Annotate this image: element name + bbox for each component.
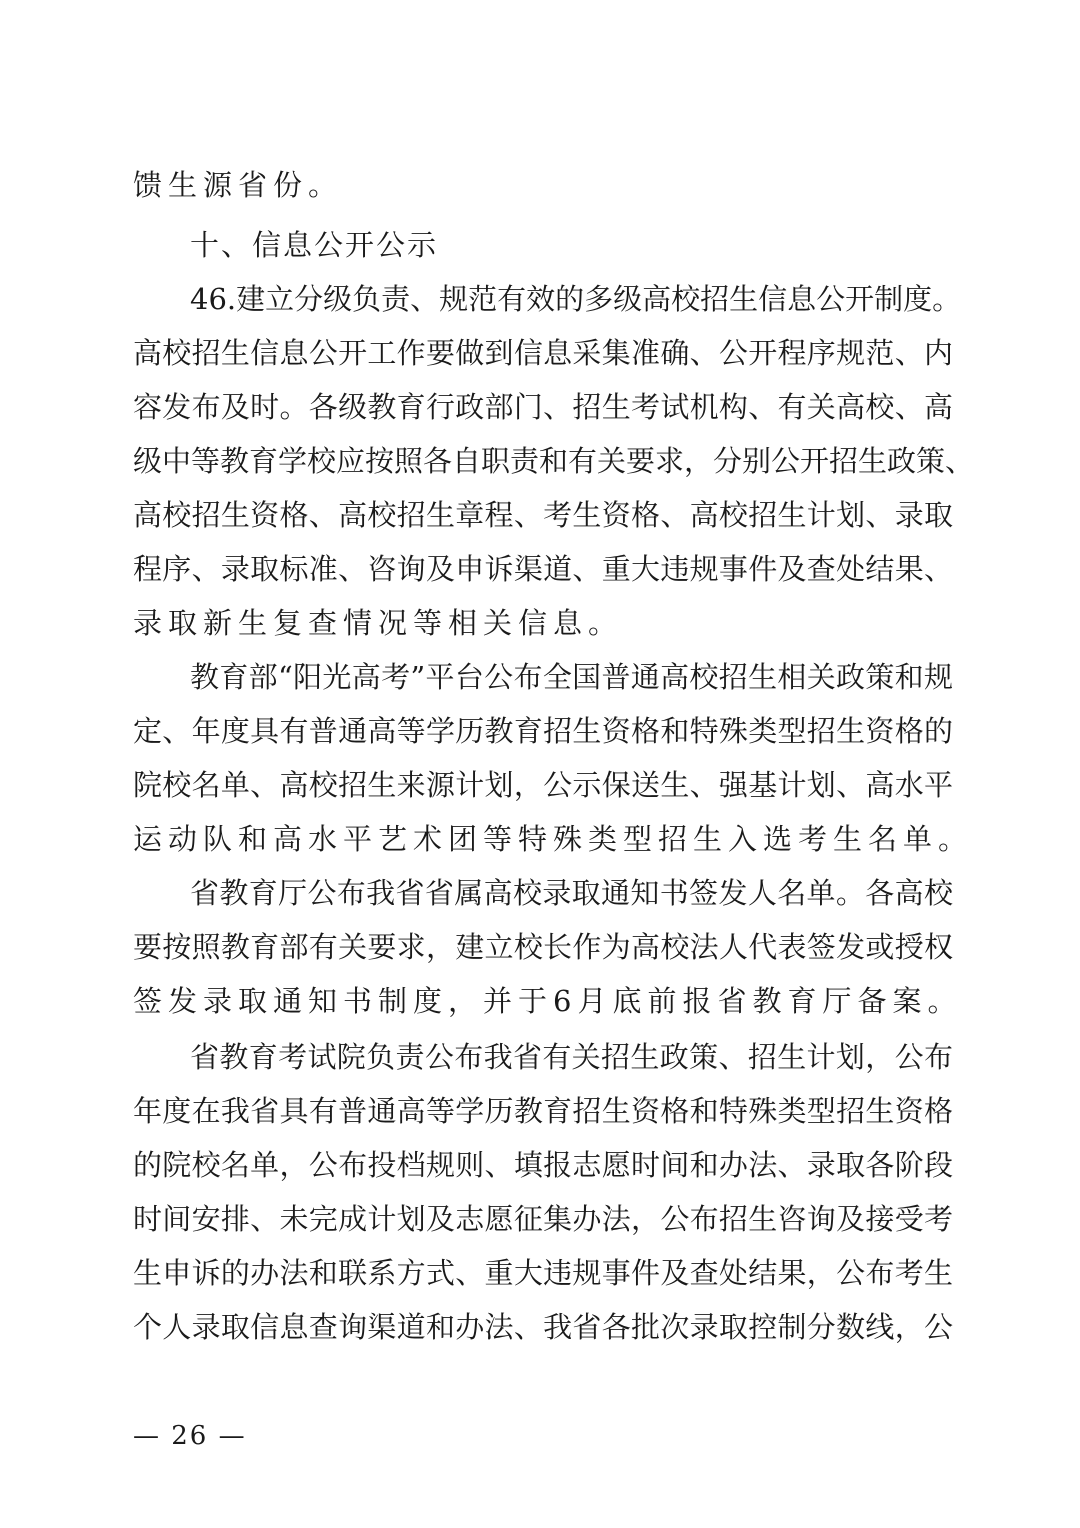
paragraph-46-line: 高校招生资格、高校招生章程、考生资格、高校招生计划、录取 [133,498,953,532]
paragraph-46-line: 程序、录取标准、咨询及申诉渠道、重大违规事件及查处结果、 [133,552,953,586]
paragraph-exam-institute-line: 个人录取信息查询渠道和办法、我省各批次录取控制分数线，公 [133,1310,953,1344]
paragraph-province-line: 要按照教育部有关要求，建立校长作为高校法人代表签发或授权 [133,930,953,964]
page-number: — 26 — [133,1421,247,1451]
paragraph-46-line: 录取新生复查情况等相关信息。 [133,606,624,640]
paragraph-exam-institute-line: 生申诉的办法和联系方式、重大违规事件及查处结果，公布考生 [133,1256,953,1290]
paragraph-46-line: 46.建立分级负责、规范有效的多级高校招生信息公开制度。 [190,282,962,316]
paragraph-46-line: 级中等教育学校应按照各自职责和有关要求，分别公开招生政策、 [133,444,975,478]
paragraph-province-line: 省教育厅公布我省省属高校录取通知书签发人名单。各高校 [190,876,953,910]
paragraph-continued-line: 馈生源省份。 [133,168,344,202]
section-heading: 十、信息公开公示 [190,228,439,262]
paragraph-ministry-line: 运动队和高水平艺术团等特殊类型招生入选考生名单。 [133,822,974,856]
paragraph-ministry-line: 定、年度具有普通高等学历教育招生资格和特殊类型招生资格的 [133,714,953,748]
paragraph-ministry-line: 教育部“阳光高考”平台公布全国普通高校招生相关政策和规 [190,660,953,694]
paragraph-exam-institute-line: 省教育考试院负责公布我省有关招生政策、招生计划，公布 [190,1040,953,1074]
paragraph-46-line: 高校招生信息公开工作要做到信息采集准确、公开程序规范、内 [133,336,953,370]
paragraph-exam-institute-line: 年度在我省具有普通高等学历教育招生资格和特殊类型招生资格 [133,1094,953,1128]
paragraph-46-line: 容发布及时。各级教育行政部门、招生考试机构、有关高校、高 [133,390,953,424]
paragraph-province-line: 签发录取通知书制度，并于6月底前报省教育厅备案。 [133,984,963,1018]
paragraph-ministry-line: 院校名单、高校招生来源计划，公示保送生、强基计划、高水平 [133,768,953,802]
paragraph-exam-institute-line: 的院校名单，公布投档规则、填报志愿时间和办法、录取各阶段 [133,1148,953,1182]
paragraph-exam-institute-line: 时间安排、未完成计划及志愿征集办法，公布招生咨询及接受考 [133,1202,953,1236]
